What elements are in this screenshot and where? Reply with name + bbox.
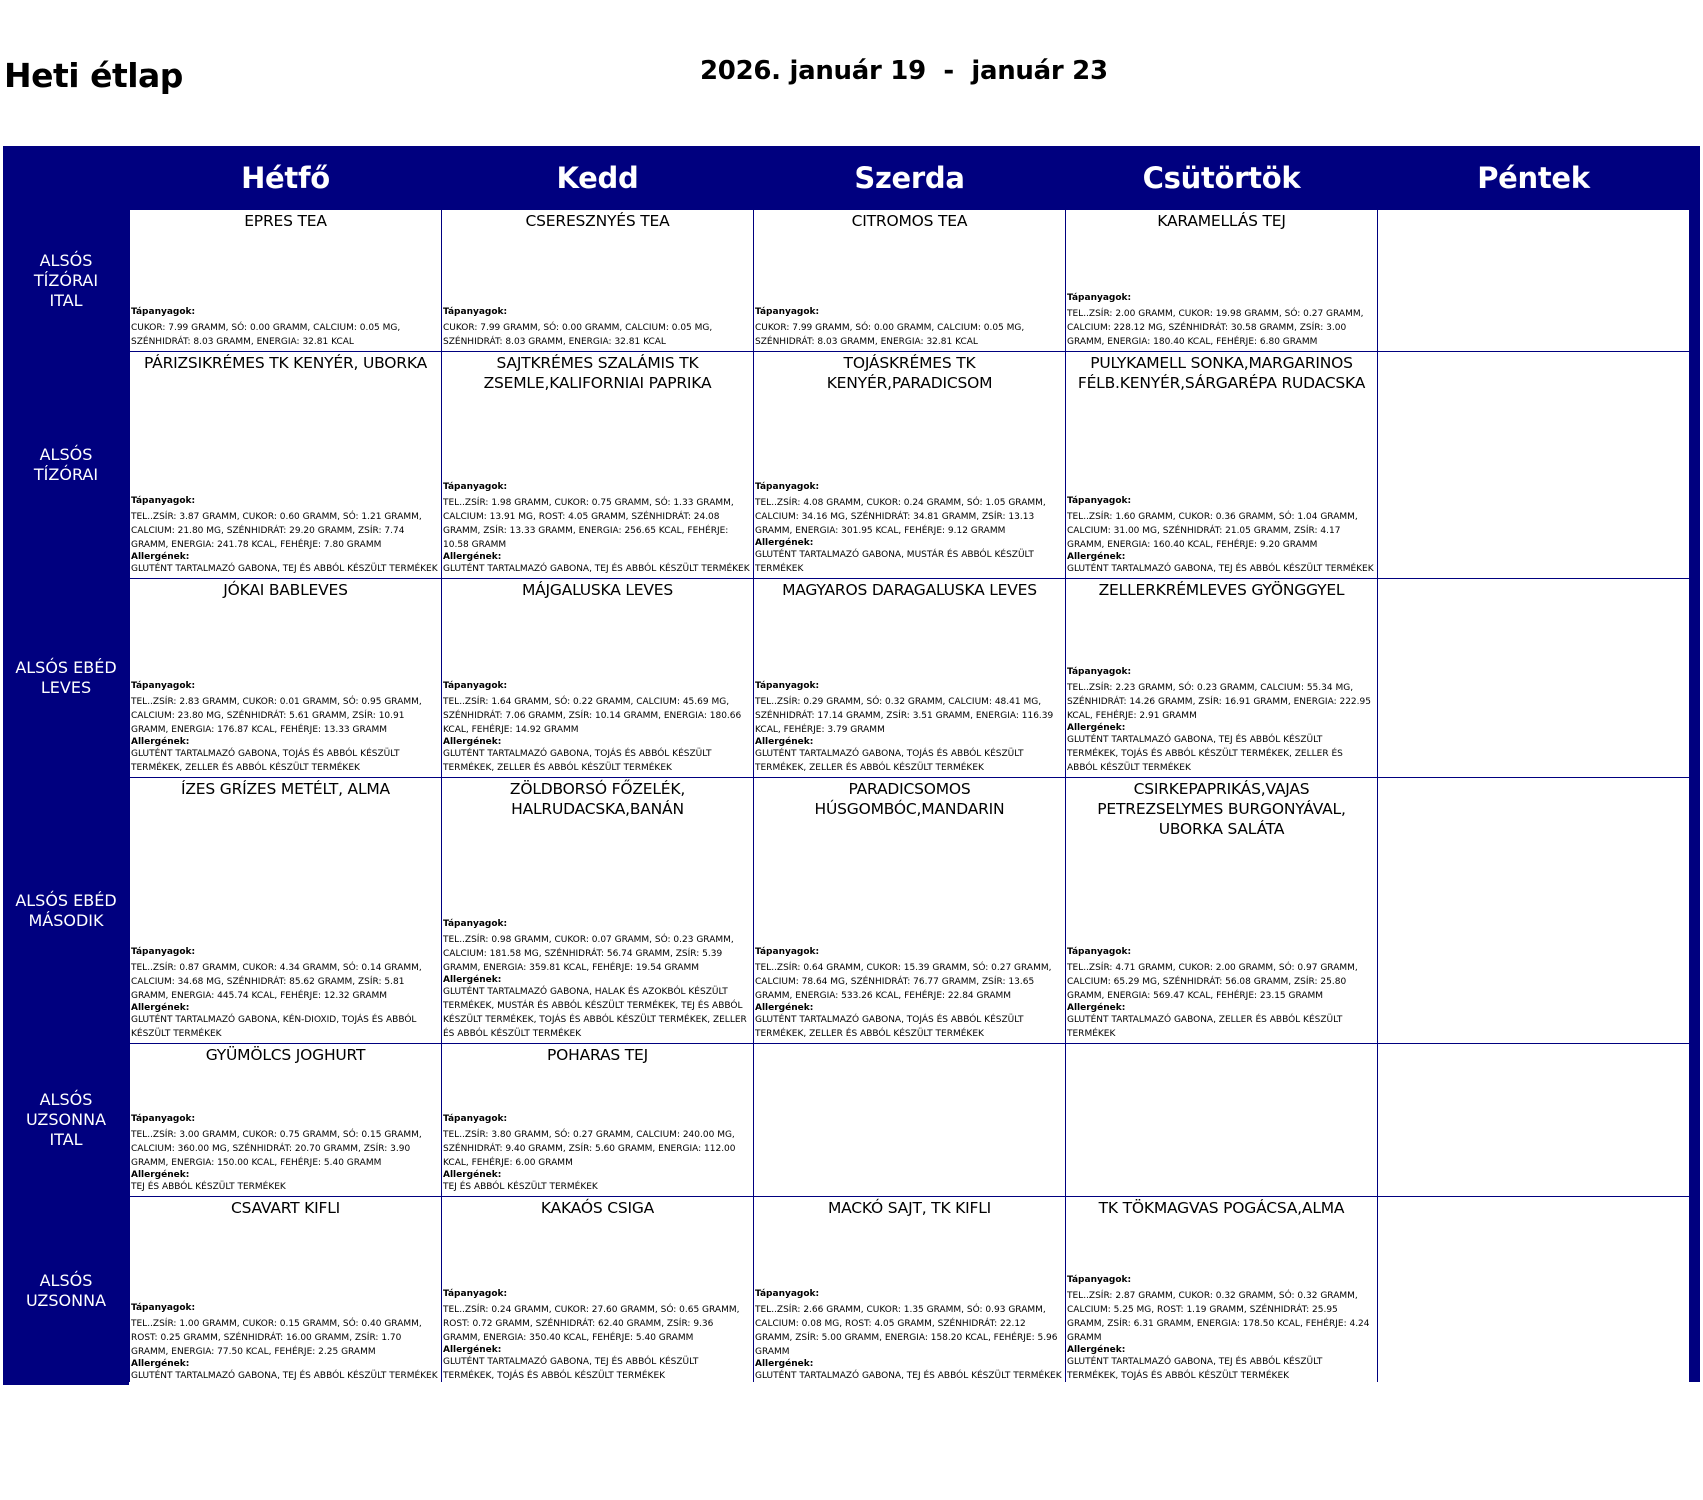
allergens-label: Allergének: bbox=[755, 1003, 814, 1013]
allergens-label: Allergének: bbox=[443, 737, 502, 747]
nutrients-text: TEL..ZSÍR: 2.66 GRAMM, CUKOR: 1.35 GRAMM, SÓ: 0.93 GRAMM, CALCIUM: 0.08 MG, ROST: 4.05 GRAMM, SZÉNHIDRÁT: 22.12 GRAMM, ZSÍR: 5.00 GRAMM, ENERGIA: 158.20 KCAL, FEHÉRJE: 5.96 GRAMM bbox=[755, 1305, 1058, 1357]
nutrition-info bbox=[443, 1289, 752, 1383]
menu-cell-friday bbox=[1378, 579, 1689, 777]
allergens-text: TEJ ÉS ABBÓL KÉSZÜLT TERMÉKEK bbox=[131, 1182, 286, 1192]
dish-name: EPRES TEA bbox=[244, 212, 327, 230]
table-corner bbox=[3, 146, 129, 209]
nutrition-info bbox=[755, 681, 1064, 775]
nutrition-info bbox=[755, 482, 1064, 576]
nutrition-info bbox=[443, 1114, 752, 1194]
nutrients-label: Tápanyagok: bbox=[443, 919, 508, 929]
nutrition-info bbox=[755, 1289, 1064, 1383]
menu-cell-monday bbox=[130, 778, 441, 1043]
allergens-text: GLUTÉNT TARTALMAZÓ GABONA, TEJ ÉS ABBÓL KÉSZÜLT TERMÉKEK, TOJÁS ÉS ABBÓL KÉSZÜLT TERMÉKEK, ZELLER ÉS ABBÓL KÉSZÜLT TERMÉKEK bbox=[1067, 735, 1343, 773]
nutrients-label: Tápanyagok: bbox=[1067, 293, 1132, 303]
nutrients-label: Tápanyagok: bbox=[1067, 947, 1132, 957]
menu-cell-friday bbox=[1378, 210, 1689, 351]
day-header-wednesday: Szerda bbox=[754, 146, 1065, 209]
menu-cell-thursday bbox=[1066, 1197, 1377, 1385]
nutrition-info bbox=[443, 681, 752, 775]
nutrients-text: TEL..ZSÍR: 0.64 GRAMM, CUKOR: 15.39 GRAMM, SÓ: 0.27 GRAMM, CALCIUM: 78.64 MG, SZÉNHIDRÁT: 76.77 GRAMM, ZSÍR: 13.65 GRAMM, ENERGIA: 533.26 KCAL, FEHÉRJE: 22.84 GRAMM bbox=[755, 963, 1052, 1001]
allergens-label: Allergének: bbox=[443, 552, 502, 562]
nutrients-text: TEL..ZSÍR: 1.98 GRAMM, CUKOR: 0.75 GRAMM, SÓ: 1.33 GRAMM, CALCIUM: 13.91 MG, ROST: 4.05 GRAMM, SZÉNHIDRÁT: 24.08 GRAMM, ZSÍR: 13.33 GRAMM, ENERGIA: 256.65 KCAL, FEHÉRJE: 10.58 GRAMM bbox=[443, 498, 734, 550]
menu-cell-tuesday bbox=[442, 778, 753, 1043]
dish-name: ZELLERKRÉMLEVES GYÖNGGYEL bbox=[1098, 581, 1345, 599]
menu-cell-thursday bbox=[1066, 1044, 1377, 1196]
menu-cell-monday bbox=[130, 579, 441, 777]
allergens-text: GLUTÉNT TARTALMAZÓ GABONA, TOJÁS ÉS ABBÓL KÉSZÜLT TERMÉKEK, ZELLER ÉS ABBÓL KÉSZÜLT TERMÉKEK bbox=[755, 1015, 1024, 1039]
nutrients-label: Tápanyagok: bbox=[443, 1114, 508, 1124]
allergens-text: GLUTÉNT TARTALMAZÓ GABONA, TEJ ÉS ABBÓL KÉSZÜLT TERMÉKEK bbox=[131, 564, 438, 574]
date-range: 2026. január 19 - január 23 bbox=[700, 56, 1108, 86]
dish-name: PÁRIZSIKRÉMES TK KENYÉR, UBORKA bbox=[144, 354, 427, 372]
menu-cell-wednesday bbox=[754, 1197, 1065, 1385]
menu-cell-thursday bbox=[1066, 778, 1377, 1043]
dish-name: TK TÖKMAGVAS POGÁCSA,ALMA bbox=[1098, 1199, 1345, 1217]
dish-name: CSIRKEPAPRIKÁS,VAJAS PETREZSELYMES BURGONYÁVAL, UBORKA SALÁTA bbox=[1097, 780, 1346, 838]
menu-cell-friday bbox=[1378, 778, 1689, 1043]
nutrition-info bbox=[443, 307, 752, 349]
meal-row-label: ALSÓS TÍZÓRAI ITAL bbox=[3, 210, 129, 351]
dish-name: POHARAS TEJ bbox=[547, 1046, 648, 1064]
allergens-text: GLUTÉNT TARTALMAZÓ GABONA, TEJ ÉS ABBÓL KÉSZÜLT TERMÉKEK, TOJÁS ÉS ABBÓL KÉSZÜLT TERMÉKEK bbox=[1067, 1357, 1323, 1381]
allergens-text: GLUTÉNT TARTALMAZÓ GABONA, HALAK ÉS AZOKBÓL KÉSZÜLT TERMÉKEK, MUSTÁR ÉS ABBÓL KÉSZÜLT TERMÉKEK, TEJ ÉS ABBÓL KÉSZÜLT TERMÉKEK, TOJÁS ÉS ABBÓL KÉSZÜLT TERMÉKEK, ZELLER ÉS ABBÓL KÉSZÜLT TERMÉKEK bbox=[443, 987, 747, 1039]
menu-cell-monday bbox=[130, 1197, 441, 1385]
allergens-label: Allergének: bbox=[131, 737, 190, 747]
nutrition-info bbox=[131, 1303, 440, 1383]
nutrients-text: TEL..ZSÍR: 3.87 GRAMM, CUKOR: 0.60 GRAMM, SÓ: 1.21 GRAMM, CALCIUM: 21.80 MG, SZÉNHIDRÁT: 29.20 GRAMM, ZSÍR: 7.74 GRAMM, ENERGIA: 241.78 KCAL, FEHÉRJE: 7.80 GRAMM bbox=[131, 512, 422, 550]
nutrients-label: Tápanyagok: bbox=[755, 947, 820, 957]
menu-cell-wednesday bbox=[754, 352, 1065, 578]
allergens-text: GLUTÉNT TARTALMAZÓ GABONA, TEJ ÉS ABBÓL KÉSZÜLT TERMÉKEK bbox=[755, 1371, 1062, 1381]
menu-cell-friday bbox=[1378, 1044, 1689, 1196]
nutrients-text: TEL..ZSÍR: 0.98 GRAMM, CUKOR: 0.07 GRAMM, SÓ: 0.23 GRAMM, CALCIUM: 181.58 MG, SZÉNHIDRÁT: 56.74 GRAMM, ZSÍR: 5.39 GRAMM, ENERGIA: 359.81 KCAL, FEHÉRJE: 19.54 GRAMM bbox=[443, 935, 734, 973]
meal-row-label: ALSÓS EBÉD LEVES bbox=[3, 579, 129, 777]
menu-cell-thursday bbox=[1066, 579, 1377, 777]
allergens-label: Allergének: bbox=[1067, 723, 1126, 733]
dish-name: GYÜMÖLCS JOGHURT bbox=[205, 1046, 366, 1064]
nutrients-text: TEL..ZSÍR: 2.83 GRAMM, CUKOR: 0.01 GRAMM, SÓ: 0.95 GRAMM, CALCIUM: 23.80 MG, SZÉNHIDRÁT: 5.61 GRAMM, ZSÍR: 10.91 GRAMM, ENERGIA: 176.87 KCAL, FEHÉRJE: 13.33 GRAMM bbox=[131, 697, 422, 735]
allergens-label: Allergének: bbox=[131, 1003, 190, 1013]
menu-cell-monday bbox=[130, 352, 441, 578]
menu-cell-tuesday bbox=[442, 1197, 753, 1385]
allergens-text: GLUTÉNT TARTALMAZÓ GABONA, TOJÁS ÉS ABBÓL KÉSZÜLT TERMÉKEK, ZELLER ÉS ABBÓL KÉSZÜLT TERMÉKEK bbox=[443, 749, 712, 773]
nutrients-text: TEL..ZSÍR: 0.24 GRAMM, CUKOR: 27.60 GRAMM, SÓ: 0.65 GRAMM, ROST: 0.72 GRAMM, SZÉNHIDRÁT: 62.40 GRAMM, ZSÍR: 9.36 GRAMM, ENERGIA: 350.40 KCAL, FEHÉRJE: 5.40 GRAMM bbox=[443, 1305, 740, 1343]
nutrition-info bbox=[755, 947, 1064, 1041]
menu-cell-friday bbox=[1378, 352, 1689, 578]
allergens-label: Allergének: bbox=[131, 1359, 190, 1369]
allergens-text: GLUTÉNT TARTALMAZÓ GABONA, ZELLER ÉS ABBÓL KÉSZÜLT TERMÉKEK bbox=[1067, 1015, 1343, 1039]
dish-name: ÍZES GRÍZES METÉLT, ALMA bbox=[181, 780, 390, 798]
nutrients-label: Tápanyagok: bbox=[131, 1114, 196, 1124]
nutrients-text: TEL..ZSÍR: 1.60 GRAMM, CUKOR: 0.36 GRAMM, SÓ: 1.04 GRAMM, CALCIUM: 31.00 MG, SZÉNHIDRÁT: 21.05 GRAMM, ZSÍR: 4.17 GRAMM, ENERGIA: 160.40 KCAL, FEHÉRJE: 9.20 GRAMM bbox=[1067, 512, 1358, 550]
allergens-text: GLUTÉNT TARTALMAZÓ GABONA, MUSTÁR ÉS ABBÓL KÉSZÜLT TERMÉKEK bbox=[755, 550, 1034, 574]
weekly-menu-table bbox=[3, 146, 1700, 1382]
nutrients-text: TEL..ZSÍR: 2.23 GRAMM, SÓ: 0.23 GRAMM, CALCIUM: 55.34 MG, SZÉNHIDRÁT: 14.26 GRAMM, ZSÍR: 16.91 GRAMM, ENERGIA: 222.95 KCAL, FEHÉRJE: 2.91 GRAMM bbox=[1067, 683, 1371, 721]
allergens-label: Allergének: bbox=[755, 1359, 814, 1369]
nutrients-label: Tápanyagok: bbox=[443, 482, 508, 492]
nutrition-info bbox=[1067, 947, 1376, 1041]
nutrients-label: Tápanyagok: bbox=[443, 681, 508, 691]
allergens-label: Allergének: bbox=[443, 1170, 502, 1180]
nutrition-info bbox=[131, 947, 440, 1041]
allergens-text: GLUTÉNT TARTALMAZÓ GABONA, KÉN-DIOXID, TOJÁS ÉS ABBÓL KÉSZÜLT TERMÉKEK bbox=[131, 1015, 417, 1039]
dish-name: SAJTKRÉMES SZALÁMIS TK ZSEMLE,KALIFORNIAI PAPRIKA bbox=[483, 354, 712, 392]
nutrients-text: CUKOR: 7.99 GRAMM, SÓ: 0.00 GRAMM, CALCIUM: 0.05 MG, SZÉNHIDRÁT: 8.03 GRAMM, ENERGIA: 32.81 KCAL bbox=[755, 323, 1025, 347]
nutrients-text: TEL..ZSÍR: 4.08 GRAMM, CUKOR: 0.24 GRAMM, SÓ: 1.05 GRAMM, CALCIUM: 34.16 MG, SZÉNHIDRÁT: 34.81 GRAMM, ZSÍR: 13.13 GRAMM, ENERGIA: 301.95 KCAL, FEHÉRJE: 9.12 GRAMM bbox=[755, 498, 1046, 536]
day-header-thursday: Csütörtök bbox=[1066, 146, 1377, 209]
menu-cell-wednesday bbox=[754, 579, 1065, 777]
nutrients-text: CUKOR: 7.99 GRAMM, SÓ: 0.00 GRAMM, CALCIUM: 0.05 MG, SZÉNHIDRÁT: 8.03 GRAMM, ENERGIA: 32.81 KCAL bbox=[443, 323, 713, 347]
nutrition-info bbox=[131, 681, 440, 775]
dish-name: MACKÓ SAJT, TK KIFLI bbox=[827, 1199, 991, 1217]
nutrition-info bbox=[1067, 496, 1376, 576]
nutrients-text: TEL..ZSÍR: 2.00 GRAMM, CUKOR: 19.98 GRAMM, SÓ: 0.27 GRAMM, CALCIUM: 228.12 MG, SZÉNHIDRÁT: 30.58 GRAMM, ZSÍR: 3.00 GRAMM, ENERGIA: 180.40 KCAL, FEHÉRJE: 6.80 GRAMM bbox=[1067, 309, 1364, 347]
nutrients-text: TEL..ZSÍR: 4.71 GRAMM, CUKOR: 2.00 GRAMM, SÓ: 0.97 GRAMM, CALCIUM: 65.29 MG, SZÉNHIDRÁT: 56.08 GRAMM, ZSÍR: 25.80 GRAMM, ENERGIA: 569.47 KCAL, FEHÉRJE: 23.15 GRAMM bbox=[1067, 963, 1358, 1001]
day-header-friday: Péntek bbox=[1378, 146, 1689, 209]
nutrients-label: Tápanyagok: bbox=[755, 307, 820, 317]
allergens-text: TEJ ÉS ABBÓL KÉSZÜLT TERMÉKEK bbox=[443, 1182, 598, 1192]
nutrients-label: Tápanyagok: bbox=[131, 307, 196, 317]
allergens-text: GLUTÉNT TARTALMAZÓ GABONA, TEJ ÉS ABBÓL KÉSZÜLT TERMÉKEK, TOJÁS ÉS ABBÓL KÉSZÜLT TERMÉKEK bbox=[443, 1357, 699, 1381]
nutrients-text: TEL..ZSÍR: 1.64 GRAMM, SÓ: 0.22 GRAMM, CALCIUM: 45.69 MG, SZÉNHIDRÁT: 7.06 GRAMM, ZSÍR: 10.14 GRAMM, ENERGIA: 180.66 KCAL, FEHÉRJE: 14.92 GRAMM bbox=[443, 697, 742, 735]
allergens-text: GLUTÉNT TARTALMAZÓ GABONA, TEJ ÉS ABBÓL KÉSZÜLT TERMÉKEK bbox=[131, 1371, 438, 1381]
menu-cell-thursday bbox=[1066, 352, 1377, 578]
nutrients-label: Tápanyagok: bbox=[1067, 667, 1132, 677]
allergens-label: Allergének: bbox=[1067, 552, 1126, 562]
menu-cell-friday bbox=[1378, 1197, 1689, 1385]
nutrients-text: TEL..ZSÍR: 0.87 GRAMM, CUKOR: 4.34 GRAMM, SÓ: 0.14 GRAMM, CALCIUM: 34.68 MG, SZÉNHIDRÁT: 85.62 GRAMM, ZSÍR: 5.81 GRAMM, ENERGIA: 445.74 KCAL, FEHÉRJE: 12.32 GRAMM bbox=[131, 963, 422, 1001]
nutrients-text: CUKOR: 7.99 GRAMM, SÓ: 0.00 GRAMM, CALCIUM: 0.05 MG, SZÉNHIDRÁT: 8.03 GRAMM, ENERGIA: 32.81 KCAL bbox=[131, 323, 401, 347]
nutrients-label: Tápanyagok: bbox=[131, 1303, 196, 1313]
dish-name: JÓKAI BABLEVES bbox=[223, 581, 348, 599]
nutrition-info bbox=[131, 1114, 440, 1194]
allergens-label: Allergének: bbox=[131, 1170, 190, 1180]
nutrients-text: TEL..ZSÍR: 2.87 GRAMM, CUKOR: 0.32 GRAMM, SÓ: 0.32 GRAMM, CALCIUM: 5.25 MG, ROST: 1.19 GRAMM, SZÉNHIDRÁT: 25.95 GRAMM, ZSÍR: 6.31 GRAMM, ENERGIA: 178.50 KCAL, FEHÉRJE: 4.24 GRAMM bbox=[1067, 1291, 1370, 1343]
nutrition-info bbox=[1067, 667, 1376, 775]
dish-name: CITROMOS TEA bbox=[851, 212, 968, 230]
nutrition-info bbox=[1067, 1275, 1376, 1383]
nutrition-info bbox=[131, 307, 440, 349]
nutrients-label: Tápanyagok: bbox=[755, 1289, 820, 1299]
dish-name: PARADICSOMOS HÚSGOMBÓC,MANDARIN bbox=[814, 780, 1005, 818]
nutrients-label: Tápanyagok: bbox=[131, 681, 196, 691]
nutrients-text: TEL..ZSÍR: 1.00 GRAMM, CUKOR: 0.15 GRAMM, SÓ: 0.40 GRAMM, ROST: 0.25 GRAMM, SZÉNHIDRÁT: 16.00 GRAMM, ZSÍR: 1.70 GRAMM, ENERGIA: 77.50 KCAL, FEHÉRJE: 2.25 GRAMM bbox=[131, 1319, 422, 1357]
dish-name: KARAMELLÁS TEJ bbox=[1157, 212, 1286, 230]
meal-row-label: ALSÓS EBÉD MÁSODIK bbox=[3, 778, 129, 1043]
nutrients-text: TEL..ZSÍR: 3.80 GRAMM, SÓ: 0.27 GRAMM, CALCIUM: 240.00 MG, SZÉNHIDRÁT: 9.40 GRAMM, ZSÍR: 5.60 GRAMM, ENERGIA: 112.00 KCAL, FEHÉRJE: 6.00 GRAMM bbox=[443, 1130, 736, 1168]
allergens-label: Allergének: bbox=[1067, 1003, 1126, 1013]
allergens-label: Allergének: bbox=[443, 1345, 502, 1355]
nutrition-info bbox=[1067, 293, 1376, 349]
nutrients-text: TEL..ZSÍR: 3.00 GRAMM, CUKOR: 0.75 GRAMM, SÓ: 0.15 GRAMM, CALCIUM: 360.00 MG, SZÉNHIDRÁT: 20.70 GRAMM, ZSÍR: 3.90 GRAMM, ENERGIA: 150.00 KCAL, FEHÉRJE: 5.40 GRAMM bbox=[131, 1130, 422, 1168]
nutrients-label: Tápanyagok: bbox=[443, 1289, 508, 1299]
meal-row-label: ALSÓS UZSONNA ITAL bbox=[3, 1044, 129, 1196]
nutrients-label: Tápanyagok: bbox=[443, 307, 508, 317]
dish-name: MÁJGALUSKA LEVES bbox=[521, 581, 674, 599]
nutrients-label: Tápanyagok: bbox=[755, 482, 820, 492]
nutrients-label: Tápanyagok: bbox=[755, 681, 820, 691]
menu-cell-tuesday bbox=[442, 352, 753, 578]
menu-cell-wednesday bbox=[754, 210, 1065, 351]
dish-name: CSAVART KIFLI bbox=[230, 1199, 341, 1217]
nutrients-label: Tápanyagok: bbox=[131, 496, 196, 506]
allergens-text: GLUTÉNT TARTALMAZÓ GABONA, TEJ ÉS ABBÓL KÉSZÜLT TERMÉKEK bbox=[443, 564, 750, 574]
allergens-label: Allergének: bbox=[755, 737, 814, 747]
dish-name: KAKAÓS CSIGA bbox=[540, 1199, 655, 1217]
nutrients-text: TEL..ZSÍR: 0.29 GRAMM, SÓ: 0.32 GRAMM, CALCIUM: 48.41 MG, SZÉNHIDRÁT: 17.14 GRAMM, ZSÍR: 3.51 GRAMM, ENERGIA: 116.39 KCAL, FEHÉRJE: 3.79 GRAMM bbox=[755, 697, 1054, 735]
nutrition-info bbox=[443, 919, 752, 1041]
allergens-label: Allergének: bbox=[755, 538, 814, 548]
allergens-label: Allergének: bbox=[131, 552, 190, 562]
dish-name: ZÖLDBORSÓ FŐZELÉK, HALRUDACSKA,BANÁN bbox=[509, 780, 686, 818]
menu-cell-tuesday bbox=[442, 1044, 753, 1196]
menu-cell-monday bbox=[130, 1044, 441, 1196]
nutrients-label: Tápanyagok: bbox=[1067, 496, 1132, 506]
menu-cell-tuesday bbox=[442, 579, 753, 777]
page-title: Heti étlap bbox=[4, 56, 183, 95]
menu-cell-tuesday bbox=[442, 210, 753, 351]
nutrition-info bbox=[755, 307, 1064, 349]
meal-row-label: ALSÓS UZSONNA bbox=[3, 1197, 129, 1385]
allergens-label: Allergének: bbox=[1067, 1345, 1126, 1355]
allergens-text: GLUTÉNT TARTALMAZÓ GABONA, TEJ ÉS ABBÓL KÉSZÜLT TERMÉKEK bbox=[1067, 564, 1374, 574]
menu-cell-wednesday bbox=[754, 1044, 1065, 1196]
dish-name: TOJÁSKRÉMES TK KENYÉR,PARADICSOM bbox=[826, 354, 993, 392]
allergens-label: Allergének: bbox=[443, 975, 502, 985]
nutrition-info bbox=[443, 482, 752, 576]
menu-cell-thursday bbox=[1066, 210, 1377, 351]
meal-row-label: ALSÓS TÍZÓRAI bbox=[3, 352, 129, 578]
allergens-text: GLUTÉNT TARTALMAZÓ GABONA, TOJÁS ÉS ABBÓL KÉSZÜLT TERMÉKEK, ZELLER ÉS ABBÓL KÉSZÜLT TERMÉKEK bbox=[755, 749, 1024, 773]
nutrition-info bbox=[131, 496, 440, 576]
nutrients-label: Tápanyagok: bbox=[131, 947, 196, 957]
menu-cell-wednesday bbox=[754, 778, 1065, 1043]
day-header-tuesday: Kedd bbox=[442, 146, 753, 209]
dish-name: MAGYAROS DARAGALUSKA LEVES bbox=[782, 581, 1037, 599]
nutrients-label: Tápanyagok: bbox=[1067, 1275, 1132, 1285]
day-header-monday: Hétfő bbox=[130, 146, 441, 209]
dish-name: PULYKAMELL SONKA,MARGARINOS FÉLB.KENYÉR,SÁRGARÉPA RUDACSKA bbox=[1077, 354, 1366, 392]
menu-cell-monday bbox=[130, 210, 441, 351]
allergens-text: GLUTÉNT TARTALMAZÓ GABONA, TOJÁS ÉS ABBÓL KÉSZÜLT TERMÉKEK, ZELLER ÉS ABBÓL KÉSZÜLT TERMÉKEK bbox=[131, 749, 400, 773]
dish-name: CSERESZNYÉS TEA bbox=[525, 212, 670, 230]
